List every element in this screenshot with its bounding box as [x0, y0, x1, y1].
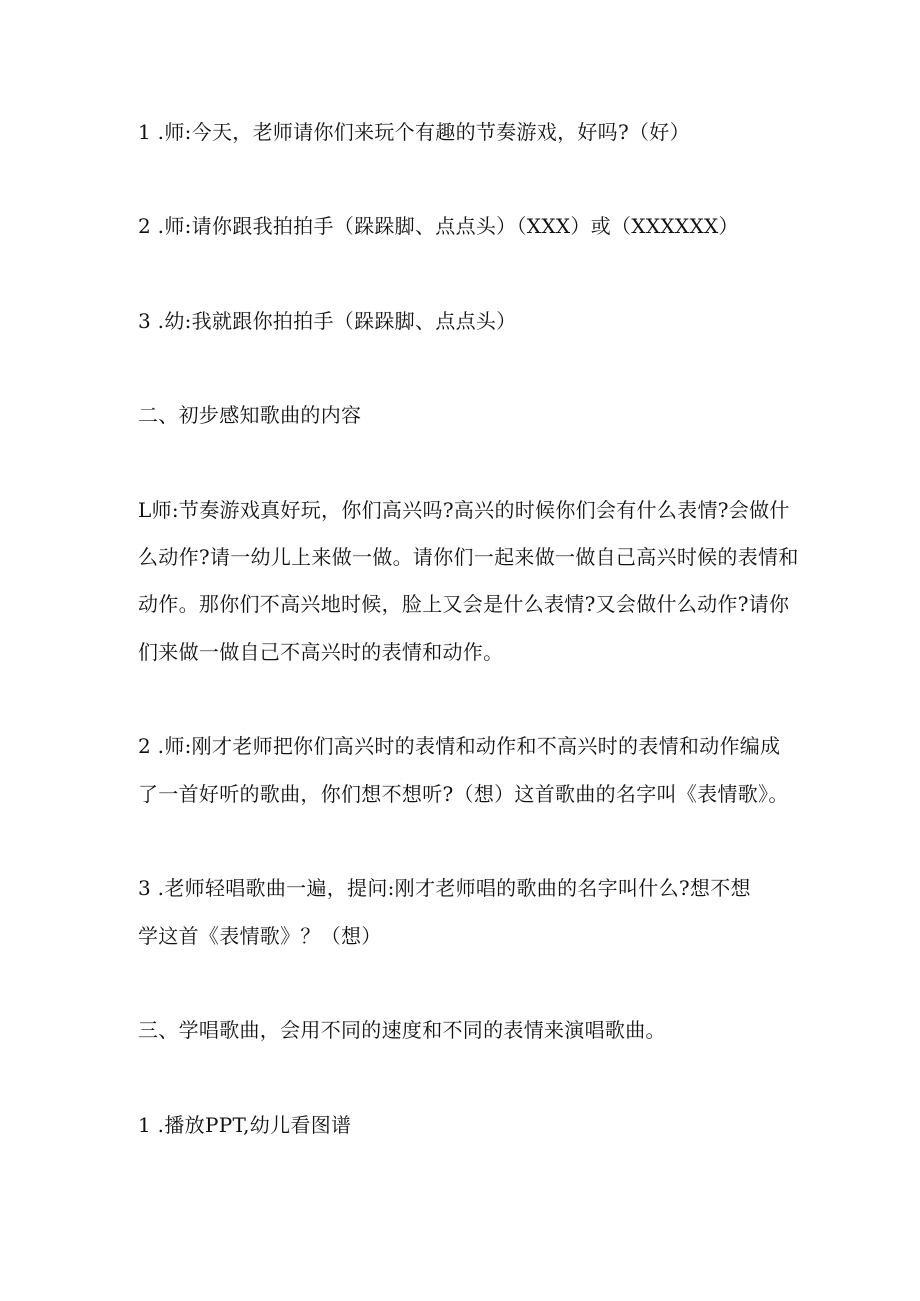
- paragraph-4-line-2: 么动作?请一幼儿上来做一做。请你们一起来做一做自己高兴时候的表情和: [138, 545, 799, 569]
- paragraph-1-line-1: 1 .师:今天，老师请你们来玩个有趣的节奏游戏，好吗?（好）: [138, 120, 690, 144]
- paragraph-7-line-1: 1 .播放PPT,幼儿看图谱: [138, 1113, 352, 1137]
- paragraph-6-line-1: 3 .老师轻唱歌曲一遍，提问:刚才老师唱的歌曲的名字叫什么?想不想: [138, 876, 751, 900]
- paragraph-6-line-2: 学这首《表情歌》？（想）: [138, 924, 382, 948]
- paragraph-4-line-3: 动作。那你们不高兴地时候，脸上又会是什么表情?又会做什么动作?请你: [138, 592, 790, 616]
- paragraph-3-line-1: 3 .幼:我就跟你拍拍手（跺跺脚、点点头）: [138, 309, 517, 333]
- paragraph-4-line-1: L师:节奏游戏真好玩，你们高兴吗?高兴的时候你们会有什么表情?会做什: [138, 498, 790, 522]
- paragraph-2-line-1: 2 .师:请你跟我拍拍手（跺跺脚、点点头）（XXX）或（XXXXXX）: [138, 214, 739, 238]
- paragraph-5-line-2: 了一首好听的歌曲，你们想不想听?（想）这首歌曲的名字叫《表情歌》。: [138, 782, 789, 806]
- paragraph-5-line-1: 2 .师:刚才老师把你们高兴时的表情和动作和不高兴时的表情和动作编成: [138, 734, 781, 758]
- section-heading-2: 二、初步感知歌曲的内容: [138, 403, 362, 427]
- section-heading-3: 三、学唱歌曲，会用不同的速度和不同的表情来演唱歌曲。: [138, 1018, 666, 1042]
- paragraph-4-line-4: 们来做一做自己不高兴时的表情和动作。: [138, 640, 504, 664]
